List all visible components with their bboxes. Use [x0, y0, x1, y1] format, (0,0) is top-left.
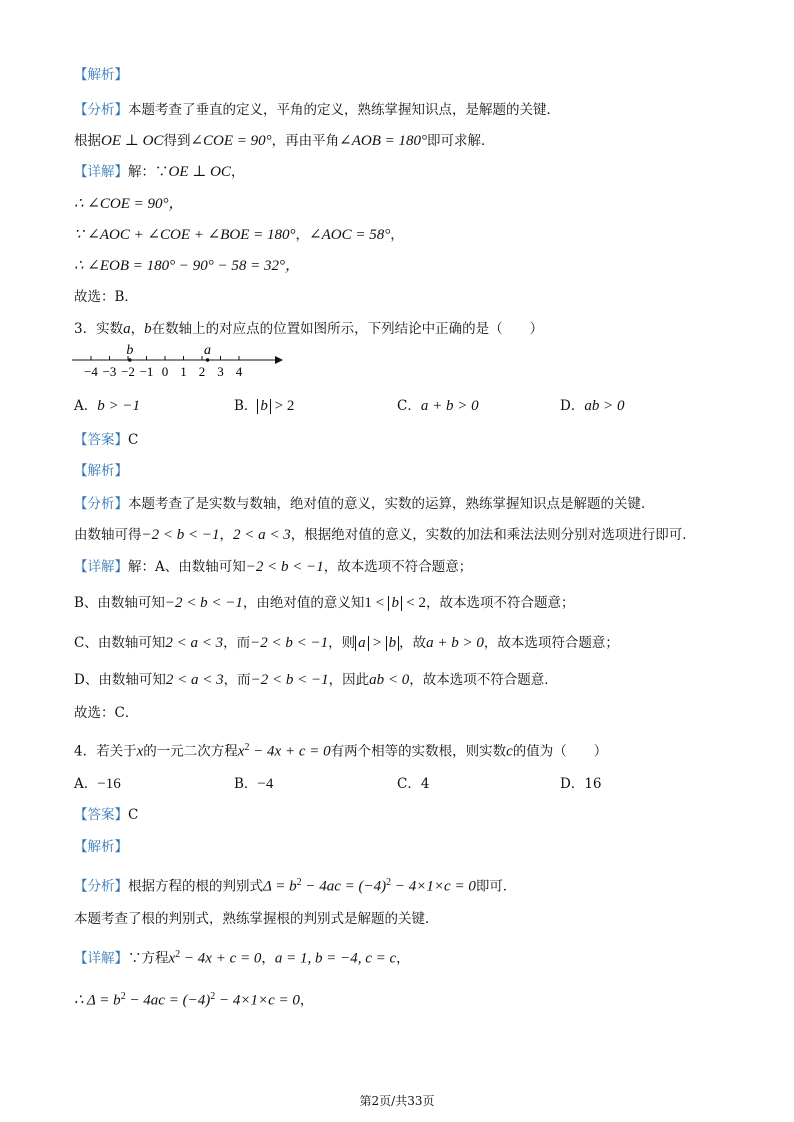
number-line-ticks: [84, 356, 243, 379]
q2-analysis-line2: 根据OE ⊥ OC得到∠COE = 90°，再由平角∠AOB = 180°即可求解．: [74, 133, 495, 149]
number-line-tick-label: −4: [84, 364, 98, 379]
q2-analysis: 【分析】本题考查了垂直的定义，平角的定义，熟练掌握知识点，是解题的关键．: [74, 102, 560, 118]
q4-option-c[interactable]: C．4: [397, 776, 430, 792]
q4-answer: 【答案】C: [74, 807, 139, 823]
q2-step1: ∴ ∠COE = 90°，: [74, 196, 184, 212]
q2-detail: 【详解】解：∵OE ⊥ OC，: [74, 164, 245, 180]
q4-analysis: 【分析】根据方程的根的判别式$\Delta = b^2 - 4ac = (-4)^2 - 4\times 1\times c = 0$即可．: [74, 877, 517, 895]
q2-answer: 故选：B．: [74, 289, 138, 305]
page-footer: 第2页/共33页: [359, 1094, 435, 1108]
q2-step3: ∴ ∠EOB = 180° − 90° − 58 = 32°，: [74, 258, 301, 274]
number-line-tick-label: 3: [217, 364, 224, 379]
q3-analysis: 【分析】本题考查了是实数与数轴，绝对值的意义，实数的运算，熟练掌握知识点是解题的关键．: [74, 496, 655, 512]
number-line-arrow: [275, 356, 283, 364]
q3-option-d[interactable]: D．ab > 0: [560, 398, 625, 414]
number-line-tick-label: −1: [139, 364, 154, 379]
jiexi-heading-q2: 【解析】: [74, 67, 128, 83]
q3-detail-d: D、由数轴可知2 < a < 3，而−2 < b < −1，因此ab < 0，故本选项不符合题意．: [74, 672, 558, 688]
q3-detail-a: 【详解】解：A、由数轴可知−2 < b < −1，故本选项不符合题意；: [74, 559, 473, 575]
number-line-figure: [70, 342, 290, 382]
point-a-dot: [206, 358, 210, 362]
q3-answer: 【答案】C: [74, 432, 139, 448]
jiexi-heading-q4: 【解析】: [74, 839, 128, 855]
q4-detail: 【详解】∵方程$x^2 - 4x + c = 0$，a = 1, b = −4, c = c，: [74, 949, 410, 967]
q4-option-b[interactable]: B．−4: [234, 776, 274, 792]
point-b-label: b: [126, 343, 134, 358]
q4-option-d[interactable]: D．16: [560, 776, 602, 792]
number-line-tick-label: 1: [180, 364, 187, 379]
q2-step2: ∵ ∠AOC + ∠COE + ∠BOE = 180°，∠AOC = 58°，: [74, 227, 404, 243]
point-b-dot: [128, 358, 132, 362]
q3-option-b[interactable]: B． b > 2: [234, 398, 295, 414]
q4-stem: 4．若关于x的一元二次方程$x^2 - 4x + c = 0$有两个相等的实数根，则实数c的值为（ ）: [74, 742, 608, 760]
q4-analysis-line2: 本题考查了根的判别式，熟练掌握根的判别式是解题的关键．: [74, 911, 439, 927]
q3-detail-c: C、由数轴可知2 < a < 3，而−2 < b < −1，则 a > b ，故a + b > 0，故本选项符合题意；: [74, 635, 619, 651]
number-line-tick-label: 4: [235, 364, 243, 379]
q3-detail-b: B、由数轴可知−2 < b < −1，由绝对值的意义知1 < b < 2，故本选项不符合题意；: [74, 595, 575, 611]
number-line-tick-label: −3: [102, 364, 117, 379]
q3-analysis-line2: 由数轴可得−2 < b < −1，2 < a < 3，根据绝对值的意义，实数的加法和乘法法则分别对选项进行即可．: [74, 527, 696, 543]
q3-option-a[interactable]: A．b > −1: [74, 398, 140, 414]
point-a-label: a: [204, 343, 212, 358]
jiexi-heading-q3: 【解析】: [74, 463, 128, 479]
q3-final: 故选：C．: [74, 705, 139, 721]
number-line-tick-label: −2: [121, 364, 135, 379]
number-line-tick-label: 0: [161, 364, 169, 379]
q4-step: ∴ $\Delta = b^2 - 4ac = (-4)^2 - 4\times 1\times c = 0$，: [74, 991, 314, 1009]
q3-stem: 3．实数a，b在数轴上的对应点的位置如图所示，下列结论中正确的是（ ）: [74, 321, 544, 337]
q4-option-a[interactable]: A．−16: [74, 776, 121, 792]
number-line-tick-label: 2: [198, 364, 206, 379]
q3-option-c[interactable]: C．a + b > 0: [397, 398, 479, 414]
